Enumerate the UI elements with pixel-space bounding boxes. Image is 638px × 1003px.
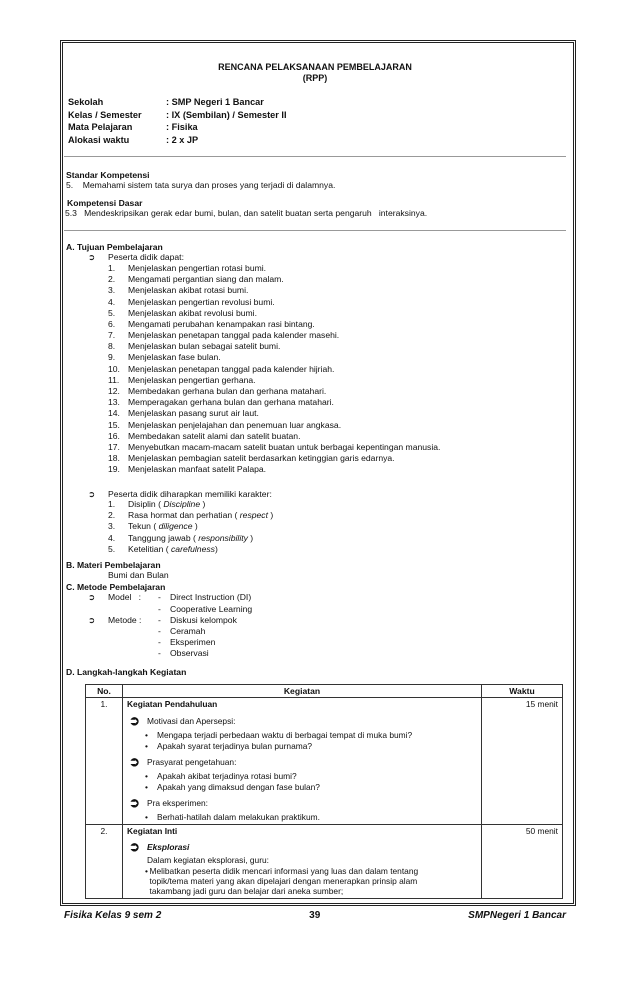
item-text: ) bbox=[200, 499, 206, 510]
bullet-text: Mengapa terjadi perbedaan waktu di berbagai tempat di muka bumi? bbox=[157, 729, 413, 740]
right-arrow-icon: ➲ bbox=[129, 795, 140, 811]
item-text: ) bbox=[214, 543, 218, 554]
identity-key: Kelas / Semester bbox=[68, 109, 142, 120]
divider bbox=[64, 156, 566, 157]
sub-heading: Pra eksperimen: bbox=[147, 798, 208, 809]
item-number: 17. bbox=[108, 441, 120, 452]
table-header-row bbox=[86, 685, 563, 698]
item-text: Menjelaskan akibat rotasi bumi. bbox=[128, 285, 249, 296]
intro-text: Peserta didik dapat: bbox=[108, 252, 184, 263]
item-number: 5. bbox=[108, 307, 116, 318]
list-item bbox=[108, 341, 556, 352]
identity-value: : 2 x JP bbox=[166, 134, 199, 145]
item-number: 7. bbox=[108, 330, 116, 341]
item-number: 2. bbox=[108, 510, 116, 521]
list-item bbox=[108, 408, 556, 419]
bullet-icon: • bbox=[145, 770, 148, 781]
bullet-text: Apakah akibat terjadinya rotasi bumi? bbox=[157, 770, 297, 781]
item-text: Ketelitian ( bbox=[128, 543, 171, 554]
row-title: Kegiatan Inti bbox=[127, 825, 178, 836]
method-item: Eksperimen bbox=[170, 637, 216, 648]
list-item bbox=[108, 263, 556, 274]
table-row bbox=[86, 824, 563, 898]
item-number: 1. bbox=[108, 262, 116, 273]
list-item bbox=[108, 397, 556, 408]
title-line1: RENCANA PELAKSANAAN PEMBELAJARAN bbox=[218, 62, 412, 72]
item-term: responsibility bbox=[198, 532, 248, 543]
item-number: 3. bbox=[108, 285, 116, 296]
item-number: 6. bbox=[108, 318, 116, 329]
item-number: 14. bbox=[108, 408, 120, 419]
item-text: Rasa hormat dan perhatian ( bbox=[128, 510, 240, 521]
bullet-text: Apakah syarat terjadinya bulan purnama? bbox=[157, 740, 313, 751]
right-arrow-icon: ➲ bbox=[88, 614, 96, 625]
list-item bbox=[108, 442, 556, 453]
item-text: Memperagakan gerhana bulan dan gerhana matahari. bbox=[128, 397, 334, 408]
item-text: Menjelaskan penjelajahan dan penemuan luar angkasa. bbox=[128, 419, 342, 430]
list-item bbox=[108, 386, 556, 397]
page-footer bbox=[64, 910, 566, 922]
section-b-title: B. Materi Pembelajaran bbox=[66, 560, 161, 570]
item-number: 5. bbox=[108, 543, 116, 554]
method-item: Diskusi kelompok bbox=[170, 614, 237, 625]
kompetensi-dasar bbox=[67, 198, 427, 219]
list-item bbox=[108, 544, 556, 555]
kd-title: Kompetensi Dasar bbox=[67, 198, 143, 208]
section-a bbox=[66, 242, 556, 555]
bullet-text: Berhati-hatilah dalam melakukan praktikum. bbox=[157, 812, 320, 823]
list-item bbox=[108, 499, 556, 510]
section-c-title: C. Metode Pembelajaran bbox=[66, 582, 166, 592]
item-text: ) bbox=[192, 521, 198, 532]
section-b bbox=[66, 560, 169, 581]
section-d-title: D. Langkah-langkah Kegiatan bbox=[66, 667, 187, 677]
identity-table bbox=[68, 97, 287, 147]
row-waktu: 15 menit bbox=[482, 698, 563, 824]
item-text: Menjelaskan akibat revolusi bumi. bbox=[128, 307, 257, 318]
item-number: 1. bbox=[108, 499, 116, 510]
section-a-title: A. Tujuan Pembelajaran bbox=[66, 242, 163, 252]
divider bbox=[64, 230, 566, 231]
list-item bbox=[108, 352, 556, 363]
item-text: Menyebutkan macam-macam satelit buatan untuk berbagai kepentingan manusia. bbox=[128, 441, 441, 452]
item-text: Tanggung jawab ( bbox=[128, 532, 199, 543]
identity-value: : IX (Sembilan) / Semester II bbox=[166, 109, 287, 120]
list-item bbox=[108, 285, 556, 296]
bullet-icon: • bbox=[145, 812, 148, 823]
item-term: Discipline bbox=[163, 499, 201, 510]
right-arrow-icon: ➲ bbox=[129, 838, 140, 854]
list-item bbox=[108, 510, 556, 521]
list-item bbox=[108, 533, 556, 544]
right-arrow-icon: ➲ bbox=[129, 754, 140, 770]
identity-key: Mata Pelajaran bbox=[68, 122, 133, 132]
list-item bbox=[108, 464, 556, 475]
bullet-icon: • bbox=[145, 782, 148, 793]
item-number: 2. bbox=[108, 274, 116, 285]
section-c: C. Metode Pembelajaran ➲ Model : - Direct Instruction (DI) - Cooperative Learning ➲ Metode : - Diskusi kelompok - Ceramah - Eksperimen - Observasi bbox=[66, 582, 253, 659]
item-text: Menjelaskan pengertian rotasi bumi. bbox=[128, 262, 267, 273]
list-item bbox=[108, 308, 556, 319]
item-text: Menjelaskan manfaat satelit Palapa. bbox=[128, 464, 267, 475]
sk-text: 5. Memahami sistem tata surya dan proses yang terjadi di dalamnya. bbox=[66, 180, 336, 191]
item-term: diligence bbox=[158, 521, 193, 532]
right-arrow-icon: ➲ bbox=[129, 712, 140, 728]
item-number: 10. bbox=[108, 363, 120, 374]
document-title bbox=[64, 62, 566, 84]
section-b-text: Bumi dan Bulan bbox=[108, 570, 169, 581]
list-item bbox=[108, 319, 556, 330]
item-number: 15. bbox=[108, 419, 120, 430]
item-text: Menjelaskan pasang surut air laut. bbox=[128, 408, 259, 419]
item-text: Tekun ( bbox=[128, 521, 159, 532]
item-number: 16. bbox=[108, 430, 120, 441]
sub-heading: Motivasi dan Apersepsi: bbox=[147, 715, 236, 726]
identity-key: Alokasi waktu bbox=[68, 134, 130, 145]
method-item: Ceramah bbox=[170, 626, 206, 637]
item-term: respect bbox=[239, 510, 268, 521]
bullet-icon: • bbox=[145, 740, 148, 751]
item-text: Mengamati pergantian siang dan malam. bbox=[128, 274, 284, 285]
right-arrow-icon: ➲ bbox=[88, 488, 96, 499]
item-text: Menjelaskan pembagian satelit berdasarkan ketinggian garis edarnya. bbox=[128, 453, 395, 464]
item-text: Menjelaskan penetapan tanggal pada kalender hijriah. bbox=[128, 363, 335, 374]
list-item bbox=[108, 364, 556, 375]
row-title: Kegiatan Pendahuluan bbox=[127, 699, 218, 710]
right-arrow-icon: ➲ bbox=[88, 252, 96, 263]
bullet-text: Melibatkan peserta didik mencari informasi yang luas dan dalam tentang topik/tema materi yang akan dipelajari dengan menerapkan prinsip alam takambang jadi guru dan belajar dari aneka sumber; bbox=[149, 865, 419, 897]
list-item bbox=[108, 274, 556, 285]
item-text: Menjelaskan bulan sebagai satelit bumi. bbox=[128, 341, 281, 352]
objectives-list bbox=[108, 263, 556, 476]
header-kegiatan: Kegiatan bbox=[123, 685, 482, 698]
list-item bbox=[108, 521, 556, 532]
item-number: 3. bbox=[108, 521, 116, 532]
bullet-text: Apakah yang dimaksud dengan fase bulan? bbox=[157, 782, 320, 793]
activity-table bbox=[85, 684, 563, 899]
item-number: 19. bbox=[108, 464, 120, 475]
identity-value: : SMP Negeri 1 Bancar bbox=[166, 97, 264, 107]
item-number: 8. bbox=[108, 341, 116, 352]
list-item bbox=[108, 431, 556, 442]
row-no: 1. bbox=[86, 698, 123, 824]
item-number: 18. bbox=[108, 453, 120, 464]
sk-title: Standar Kompetensi bbox=[66, 170, 150, 180]
method-item: Observasi bbox=[170, 648, 209, 659]
item-text: Disiplin ( bbox=[128, 499, 164, 510]
item-number: 12. bbox=[108, 386, 120, 397]
model-label: Model : bbox=[108, 592, 141, 603]
standar-kompetensi bbox=[66, 170, 335, 191]
identity-value: : Fisika bbox=[166, 122, 198, 132]
bullet-icon: • bbox=[145, 729, 148, 740]
item-text: Menjelaskan penetapan tanggal pada kalender masehi. bbox=[128, 330, 340, 341]
header-no: No. bbox=[86, 685, 123, 698]
item-text: Menjelaskan fase bulan. bbox=[128, 352, 221, 363]
right-arrow-icon: ➲ bbox=[88, 592, 96, 603]
footer-right: SMPNegeri 1 Bancar bbox=[468, 910, 566, 921]
item-text: Mengamati perubahan kenampakan rasi bintang. bbox=[128, 318, 315, 329]
identity-key: Sekolah bbox=[68, 97, 104, 107]
item-text: Menjelaskan pengertian revolusi bumi. bbox=[128, 296, 275, 307]
page-number: 39 bbox=[309, 910, 321, 921]
list-item bbox=[108, 453, 556, 464]
list-item bbox=[108, 330, 556, 341]
method-item: Cooperative Learning bbox=[170, 603, 253, 614]
sub-intro: Dalam kegiatan eksplorasi, guru: bbox=[147, 854, 269, 865]
list-item bbox=[108, 297, 556, 308]
item-number: 9. bbox=[108, 352, 116, 363]
item-number: 4. bbox=[108, 532, 116, 543]
bullet-icon: • bbox=[145, 865, 148, 876]
item-number: 4. bbox=[108, 296, 116, 307]
metode-label: Metode : bbox=[108, 614, 142, 625]
item-text: Membedakan gerhana bulan dan gerhana matahari. bbox=[128, 386, 327, 397]
item-term: carefulness bbox=[171, 543, 215, 554]
intro-text: Peserta didik diharapkan memiliki karakter: bbox=[108, 488, 272, 499]
item-text: Membedakan satelit alami dan satelit buatan. bbox=[128, 430, 301, 441]
list-item bbox=[108, 375, 556, 386]
method-item: Direct Instruction (DI) bbox=[170, 592, 252, 603]
row-waktu: 50 menit bbox=[482, 824, 563, 898]
list-item bbox=[108, 420, 556, 431]
table-row bbox=[86, 698, 563, 824]
sub-heading: Prasyarat pengetahuan: bbox=[147, 756, 237, 767]
item-number: 11. bbox=[108, 374, 120, 385]
item-text: ) bbox=[247, 532, 254, 543]
item-number: 13. bbox=[108, 397, 120, 408]
title-line2: (RPP) bbox=[302, 72, 328, 83]
item-text: ) bbox=[267, 510, 274, 521]
item-text: Menjelaskan pengertian gerhana. bbox=[128, 374, 256, 385]
character-list bbox=[108, 499, 556, 555]
header-waktu: Waktu bbox=[482, 685, 563, 698]
footer-left: Fisika Kelas 9 sem 2 bbox=[64, 910, 162, 921]
kd-text: 5.3 Mendeskripsikan gerak edar bumi, bulan, dan satelit buatan serta pengaruh interaksinya. bbox=[65, 208, 428, 219]
row-no: 2. bbox=[86, 824, 123, 898]
sub-heading: Eksplorasi bbox=[147, 841, 190, 852]
